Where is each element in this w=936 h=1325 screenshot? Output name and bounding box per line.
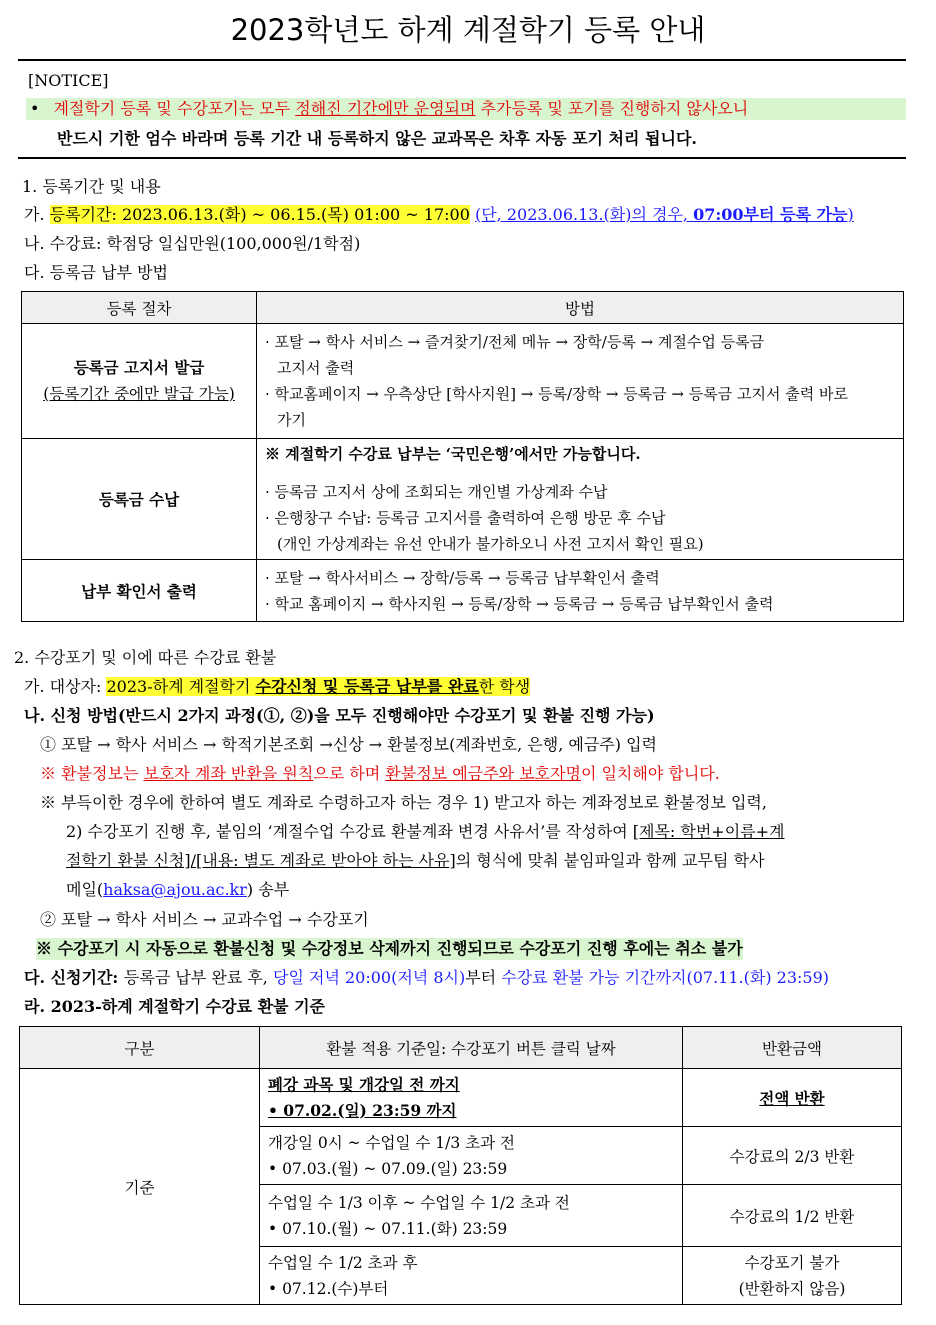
row2-method-2: · 은행창구 수납: 등록금 고지서를 출력하여 은행 방문 후 수납 [265,509,666,527]
section2-step2: ② 포탈 → 학사 서비스 → 교과수업 → 수강포기 [40,910,369,929]
row3-step: 납부 확인서 출력 [22,560,257,622]
refund-r4-a: 수업일 수 1/2 초과 후 [268,1253,418,1272]
section2-note2-line1: ※ 부득이한 경우에 한하여 별도 계좌로 수령하고자 하는 경우 1) 받고자 하는 계좌정보로 환불정보 입력, [40,793,767,812]
refund-r3-b: • 07.10.(월) ~ 07.11.(화) 23:59 [268,1219,508,1238]
table-row [22,560,904,622]
notice-line-1: • 계절학기 등록 및 수강포기는 모두 정해진 기간에만 운영되며 추가등록 및 포기를 진행하지 않사오니 [26,98,906,120]
table-row [20,1069,902,1127]
section2-note2-line2: 2) 수강포기 진행 후, 붙임의 ‘계절수업 수강료 환불계좌 변경 사유서’를 작성하여 [제목: 학번+이름+계 [66,822,785,841]
refund-category: 기준 [20,1069,260,1305]
row2-method-1: · 등록금 고지서 상에 조회되는 개인별 가상계좌 수납 [265,483,608,501]
row1-step: 등록금 고지서 발급 [73,358,205,377]
table-row [22,324,904,439]
refund-r4-b: • 07.12.(수)부터 [268,1279,389,1298]
section2-heading: 2. 수강포기 및 이에 따른 수강료 환불 [14,648,277,667]
section2-note2-line4: 메일(haksa@ajou.ac.kr) 송부 [66,880,290,899]
section2-step1: ① 포탈 → 학사 서비스 → 학적기본조회 →신상 → 환불정보(계좌번호, 은행, 예금주) 입력 [40,735,657,754]
tuition-payment-table [21,291,904,622]
row2-note: ※ 계절학기 수강료 납부는 ‘국민은행’에서만 가능합니다. [265,445,641,463]
refund-header-amount: 반환금액 [683,1027,902,1069]
notice-bullet: • [30,99,40,118]
table-header-method: 방법 [257,292,904,324]
section2-ra: 라. 2023-하계 계절학기 수강료 환불 기준 [24,997,325,1016]
page-title: 2023학년도 하계 계절학기 등록 안내 [230,13,706,47]
refund-r1-amount: 전액 반환 [683,1069,902,1127]
row1-method-2a: · 학교홈페이지 → 우측상단 [학사지원] → 등록/장학 → 등록금 → 등록금 고지서 출력 바로 [265,385,848,403]
notice-line-2: 반드시 기한 엄수 바라며 등록 기간 내 등록하지 않은 교과목은 차후 자동 포기 처리 됩니다. [57,129,697,148]
row3-method-2: · 학교 홈페이지 → 학사지원 → 등록/장학 → 등록금 → 등록금 납부확인서 출력 [265,594,774,613]
refund-header-category: 구분 [20,1027,260,1069]
row1-method-2b: 가기 [277,411,306,429]
row1-sub: (등록기간 중에만 발급 가능) [43,385,235,403]
refund-r4-amount-1: 수강포기 불가 [744,1253,840,1272]
refund-r4-amount-2: (반환하지 않음) [738,1279,846,1298]
notice-bottom-rule [18,157,906,159]
row1-method-1a: · 포탈 → 학사 서비스 → 즐겨찾기/전체 메뉴 → 장학/등록 → 계절수업 등록금 [265,333,765,351]
row2-method-3: (개인 가상계좌는 유선 안내가 불가하오니 사전 고지서 확인 필요) [277,535,704,553]
notice-label: [NOTICE] [28,71,109,90]
row1-method-1b: 고지서 출력 [277,359,355,377]
row3-method-1: · 포탈 → 학사서비스 → 장학/등록 → 등록금 납부확인서 출력 [265,568,660,587]
section2-da: 다. 신청기간: 등록금 납부 완료 후, 당일 저녁 20:00(저녁 8시)부터 수강료 환불 가능 기간까지(07.11.(화) 23:59) [24,968,830,987]
table-header-step: 등록 절차 [22,292,257,324]
haksa-email-link[interactable]: haksa@ajou.ac.kr [103,880,247,899]
table-row [22,439,904,560]
section1-ga: 가. 등록기간: 2023.06.13.(화) ~ 06.15.(목) 01:00 ~ 17:00 (단, 2023.06.13.(화)의 경우, 07:00부터 등록 가능) [24,205,854,224]
refund-r2-a: 개강일 0시 ~ 수업일 수 1/3 초과 전 [268,1133,515,1152]
refund-r1-a: 폐강 과목 및 개강일 전 까지 [268,1074,460,1094]
refund-header-date: 환불 적용 기준일: 수강포기 버튼 클릭 날짜 [260,1027,683,1069]
refund-r3-a: 수업일 수 1/3 이후 ~ 수업일 수 1/2 초과 전 [268,1193,570,1212]
section2-na: 나. 신청 방법(반드시 2가지 과정(①, ②)을 모두 진행해야만 수강포기 및 환불 진행 가능) [24,706,655,725]
refund-r2-amount: 수강료의 2/3 반환 [683,1127,902,1185]
section2-note2-line3: 절학기 환불 신청]/[내용: 별도 계좌로 받아야 하는 사유]의 형식에 맞춰 붙임파일과 함께 교무팀 학사 [66,851,765,870]
notice-top-rule [18,59,906,61]
refund-criteria-table [19,1026,902,1305]
refund-r2-b: • 07.03.(월) ~ 07.09.(일) 23:59 [268,1159,508,1178]
section1-na: 나. 수강료: 학점당 일십만원(100,000원/1학점) [24,234,361,253]
refund-r3-amount: 수강료의 1/2 반환 [683,1185,902,1247]
refund-r1-b: • 07.02.(일) 23:59 까지 [268,1100,457,1120]
section2-ga: 가. 대상자: 2023-하계 계절학기 수강신청 및 등록금 납부를 완료한 학생 [24,677,531,696]
section2-note1: ※ 환불정보는 보호자 계좌 반환을 원칙으로 하며 환불정보 예금주와 보호자명이 일치해야 합니다. [40,764,720,783]
row2-step: 등록금 수납 [22,439,257,560]
section1-ga-note: (단, 2023.06.13.(화)의 경우, 07:00부터 등록 가능) [474,205,854,224]
section1-da: 다. 등록금 납부 방법 [24,263,168,282]
section1-heading: 1. 등록기간 및 내용 [22,177,161,196]
section2-note3: ※ 수강포기 시 자동으로 환불신청 및 수강정보 삭제까지 진행되므로 수강포기 진행 후에는 취소 불가 [36,939,743,958]
